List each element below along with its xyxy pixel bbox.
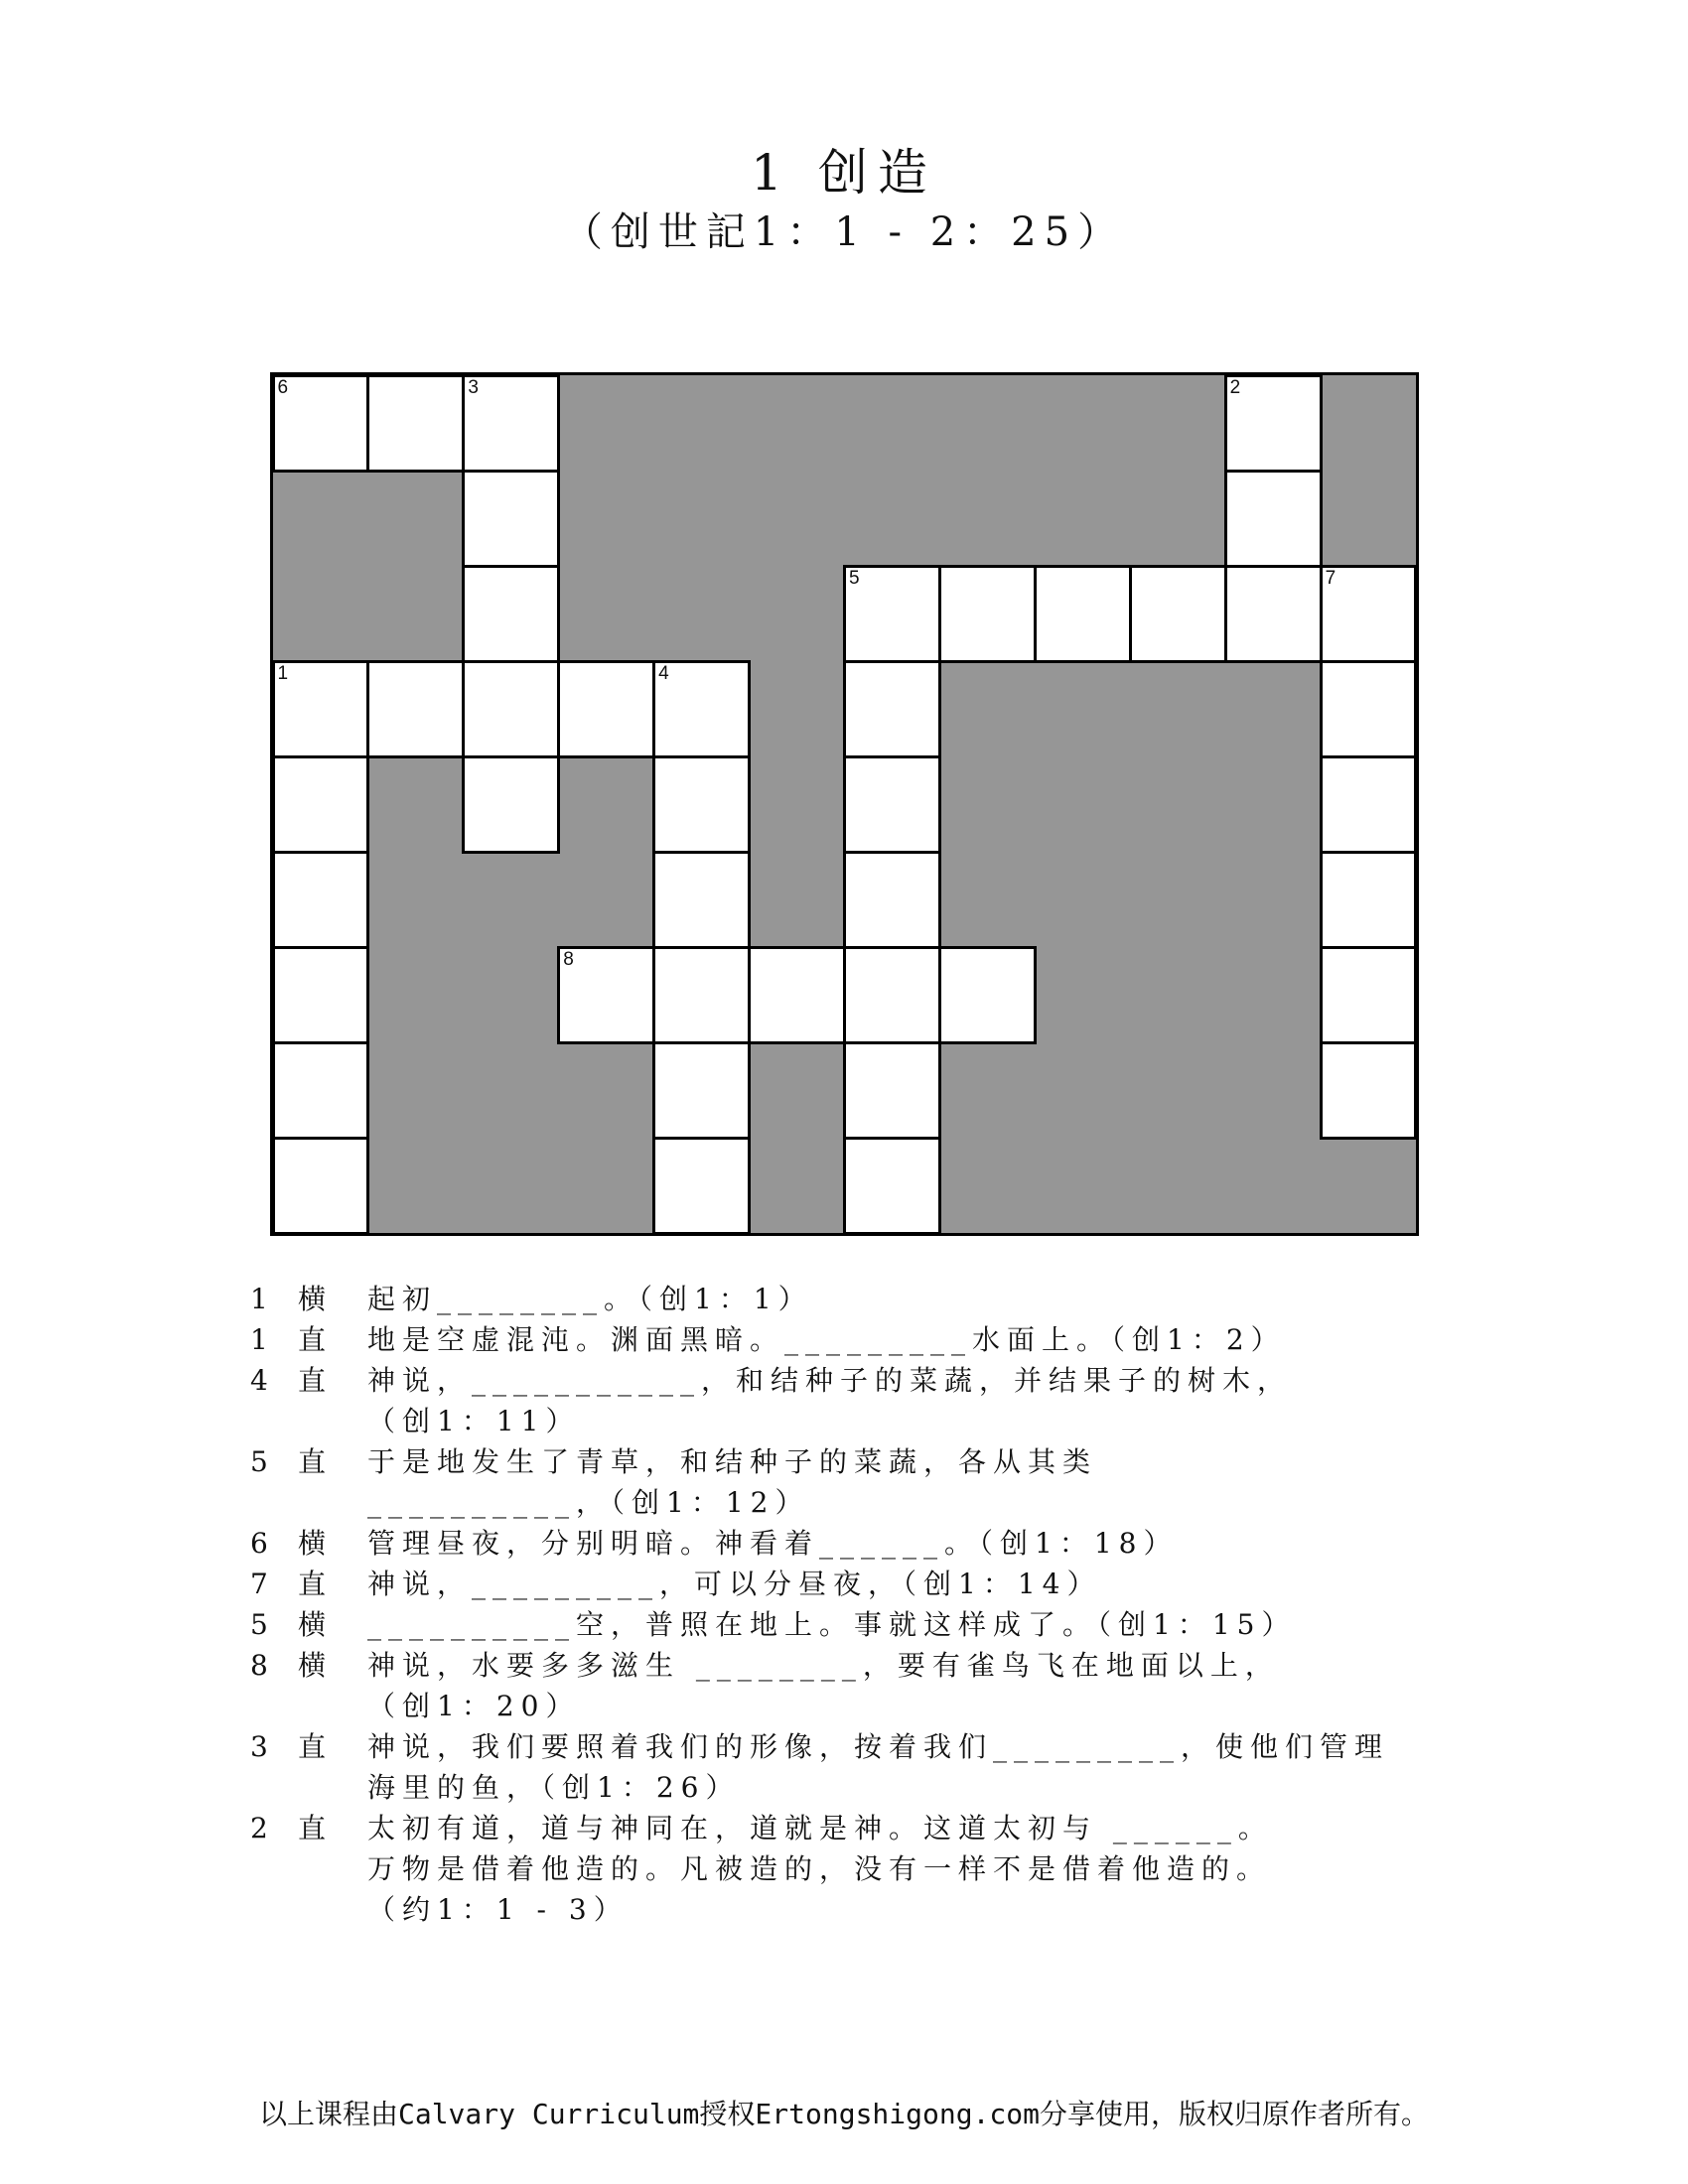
crossword-cell[interactable]: [366, 374, 465, 473]
clue-item-number: 4: [250, 1364, 268, 1397]
clue-item-direction: 直: [298, 1812, 327, 1844]
crossword-cell[interactable]: [748, 946, 846, 1044]
crossword-cell[interactable]: [1224, 470, 1323, 568]
crossword-cell[interactable]: [652, 851, 751, 949]
crossword-cell[interactable]: [1320, 851, 1418, 949]
clue-item-number: 3: [250, 1730, 268, 1763]
crossword-cell[interactable]: [272, 851, 370, 949]
clue-item-continuation: （约1：1 - 3）: [367, 1893, 629, 1926]
clue-item-text: __________空，普照在地上。事就这样成了。（创1：15）: [367, 1608, 1297, 1641]
clue-number: 6: [277, 376, 289, 398]
clue-item-text: 地是空虚混沌。渊面黑暗。_________水面上。（创1：2）: [367, 1323, 1286, 1356]
crossword-cell[interactable]: [843, 660, 941, 758]
clue-item-direction: 横: [298, 1527, 327, 1560]
clue-item-number: 5: [250, 1445, 268, 1478]
crossword-cell[interactable]: [1320, 1041, 1418, 1140]
crossword-cell[interactable]: [1129, 565, 1227, 663]
crossword-cell[interactable]: [652, 755, 751, 854]
crossword-cell[interactable]: [652, 1041, 751, 1140]
crossword-cell[interactable]: [272, 1137, 370, 1235]
clue-item: [250, 1360, 1481, 1401]
clue-item-direction: 横: [298, 1283, 327, 1315]
clue-item: [250, 1564, 1481, 1604]
crossword-cell[interactable]: [462, 470, 560, 568]
clue-item-number: 1: [250, 1323, 268, 1356]
clue-item-text: 太初有道，道与神同在，道就是神。这道太初与 ______。: [367, 1812, 1273, 1844]
clue-list: [250, 1279, 1481, 1930]
clue-item: [250, 1523, 1481, 1564]
clue-item-text: 神说，_________，可以分昼夜，（创1：14）: [367, 1568, 1102, 1600]
crossword-cell[interactable]: [652, 660, 751, 758]
crossword-cell[interactable]: [366, 660, 465, 758]
crossword-cell[interactable]: [1224, 565, 1323, 663]
crossword-cell[interactable]: [1034, 565, 1132, 663]
clue-item-continuation: （创1：11）: [367, 1405, 581, 1437]
crossword-cell[interactable]: [272, 755, 370, 854]
crossword-cell[interactable]: [843, 1137, 941, 1235]
crossword-cell[interactable]: [1224, 374, 1323, 473]
crossword-cell[interactable]: [462, 374, 560, 473]
crossword-cell[interactable]: [557, 660, 655, 758]
clue-item-direction: 直: [298, 1323, 327, 1356]
clue-item: [250, 1645, 1481, 1686]
clue-item-number: 5: [250, 1608, 268, 1641]
clue-number: 8: [563, 948, 574, 970]
crossword-cell[interactable]: [462, 755, 560, 854]
clue-item-text: 于是地发生了青草，和结种子的菜蔬，各从其类: [367, 1445, 1098, 1478]
crossword-cell[interactable]: [843, 1041, 941, 1140]
clue-item-continuation: （创1：20）: [367, 1690, 581, 1722]
crossword-cell[interactable]: [462, 565, 560, 663]
clue-item-text: 起初________。（创1：1）: [367, 1283, 813, 1315]
clue-item: [250, 1726, 1481, 1767]
clue-item-number: 7: [250, 1568, 268, 1600]
clue-item: [250, 1808, 1481, 1848]
crossword-grid: [270, 372, 1419, 1236]
clue-item-number: 6: [250, 1527, 268, 1560]
crossword-cell[interactable]: [938, 946, 1037, 1044]
crossword-cell[interactable]: [557, 946, 655, 1044]
clue-item-direction: 直: [298, 1568, 327, 1600]
clue-item-continuation: 万物是借着他造的。凡被造的，没有一样不是借着他造的。: [367, 1852, 1272, 1885]
clue-item: [250, 1441, 1481, 1482]
clue-item: [250, 1319, 1481, 1360]
crossword-cell[interactable]: [272, 946, 370, 1044]
crossword-cell[interactable]: [843, 851, 941, 949]
crossword-cell[interactable]: [652, 946, 751, 1044]
crossword-cell[interactable]: [843, 755, 941, 854]
clue-item-direction: 横: [298, 1608, 327, 1641]
clue-number: 5: [849, 567, 860, 589]
clue-item: [250, 1604, 1481, 1645]
crossword-cell[interactable]: [462, 660, 560, 758]
crossword-cell[interactable]: [1320, 565, 1418, 663]
scripture-reference: （创世記1：1 - 2：25）: [562, 209, 1126, 255]
clue-number: 4: [658, 662, 669, 684]
crossword-cell[interactable]: [652, 1137, 751, 1235]
copyright-footer: 以上课程由Calvary Curriculum授权Ertongshigong.com分享使用，版权归原作者所有。: [258, 2098, 1429, 2130]
clue-number: 7: [1325, 567, 1336, 589]
crossword-cell[interactable]: [272, 1041, 370, 1140]
crossword-cell[interactable]: [272, 374, 370, 473]
clue-item-text: 神说，水要多多滋生 ________，要有雀鸟飞在地面以上，: [367, 1649, 1280, 1682]
clue-item-direction: 直: [298, 1364, 327, 1397]
clue-item-number: 1: [250, 1283, 268, 1315]
crossword-cell[interactable]: [938, 565, 1037, 663]
crossword-cell[interactable]: [272, 660, 370, 758]
clue-item: [250, 1279, 1481, 1319]
clue-number: 2: [1229, 376, 1241, 398]
clue-item-direction: 直: [298, 1445, 327, 1478]
crossword-cell[interactable]: [1320, 660, 1418, 758]
clue-item-direction: 横: [298, 1649, 327, 1682]
crossword-cell[interactable]: [1320, 755, 1418, 854]
clue-item-text: 神说，我们要照着我们的形像，按着我们_________，使他们管理: [367, 1730, 1390, 1763]
crossword-cell[interactable]: [1320, 946, 1418, 1044]
crossword-cell[interactable]: [843, 565, 941, 663]
clue-number: 1: [277, 662, 289, 684]
clue-item-direction: 直: [298, 1730, 327, 1763]
clue-item-text: 管理昼夜，分别明暗。神看着______。（创1：18）: [367, 1527, 1179, 1560]
clue-item-continuation: __________，（创1：12）: [367, 1486, 810, 1519]
crossword-cell[interactable]: [843, 946, 941, 1044]
clue-item-continuation: 海里的鱼，（创1：26）: [367, 1771, 741, 1804]
clue-item-text: 神说，___________，和结种子的菜蔬，并结果子的树木，: [367, 1364, 1293, 1397]
clue-number: 3: [468, 376, 479, 398]
clue-item-number: 8: [250, 1649, 268, 1682]
clue-item-number: 2: [250, 1812, 268, 1844]
page-title: 1 创造: [751, 144, 937, 202]
